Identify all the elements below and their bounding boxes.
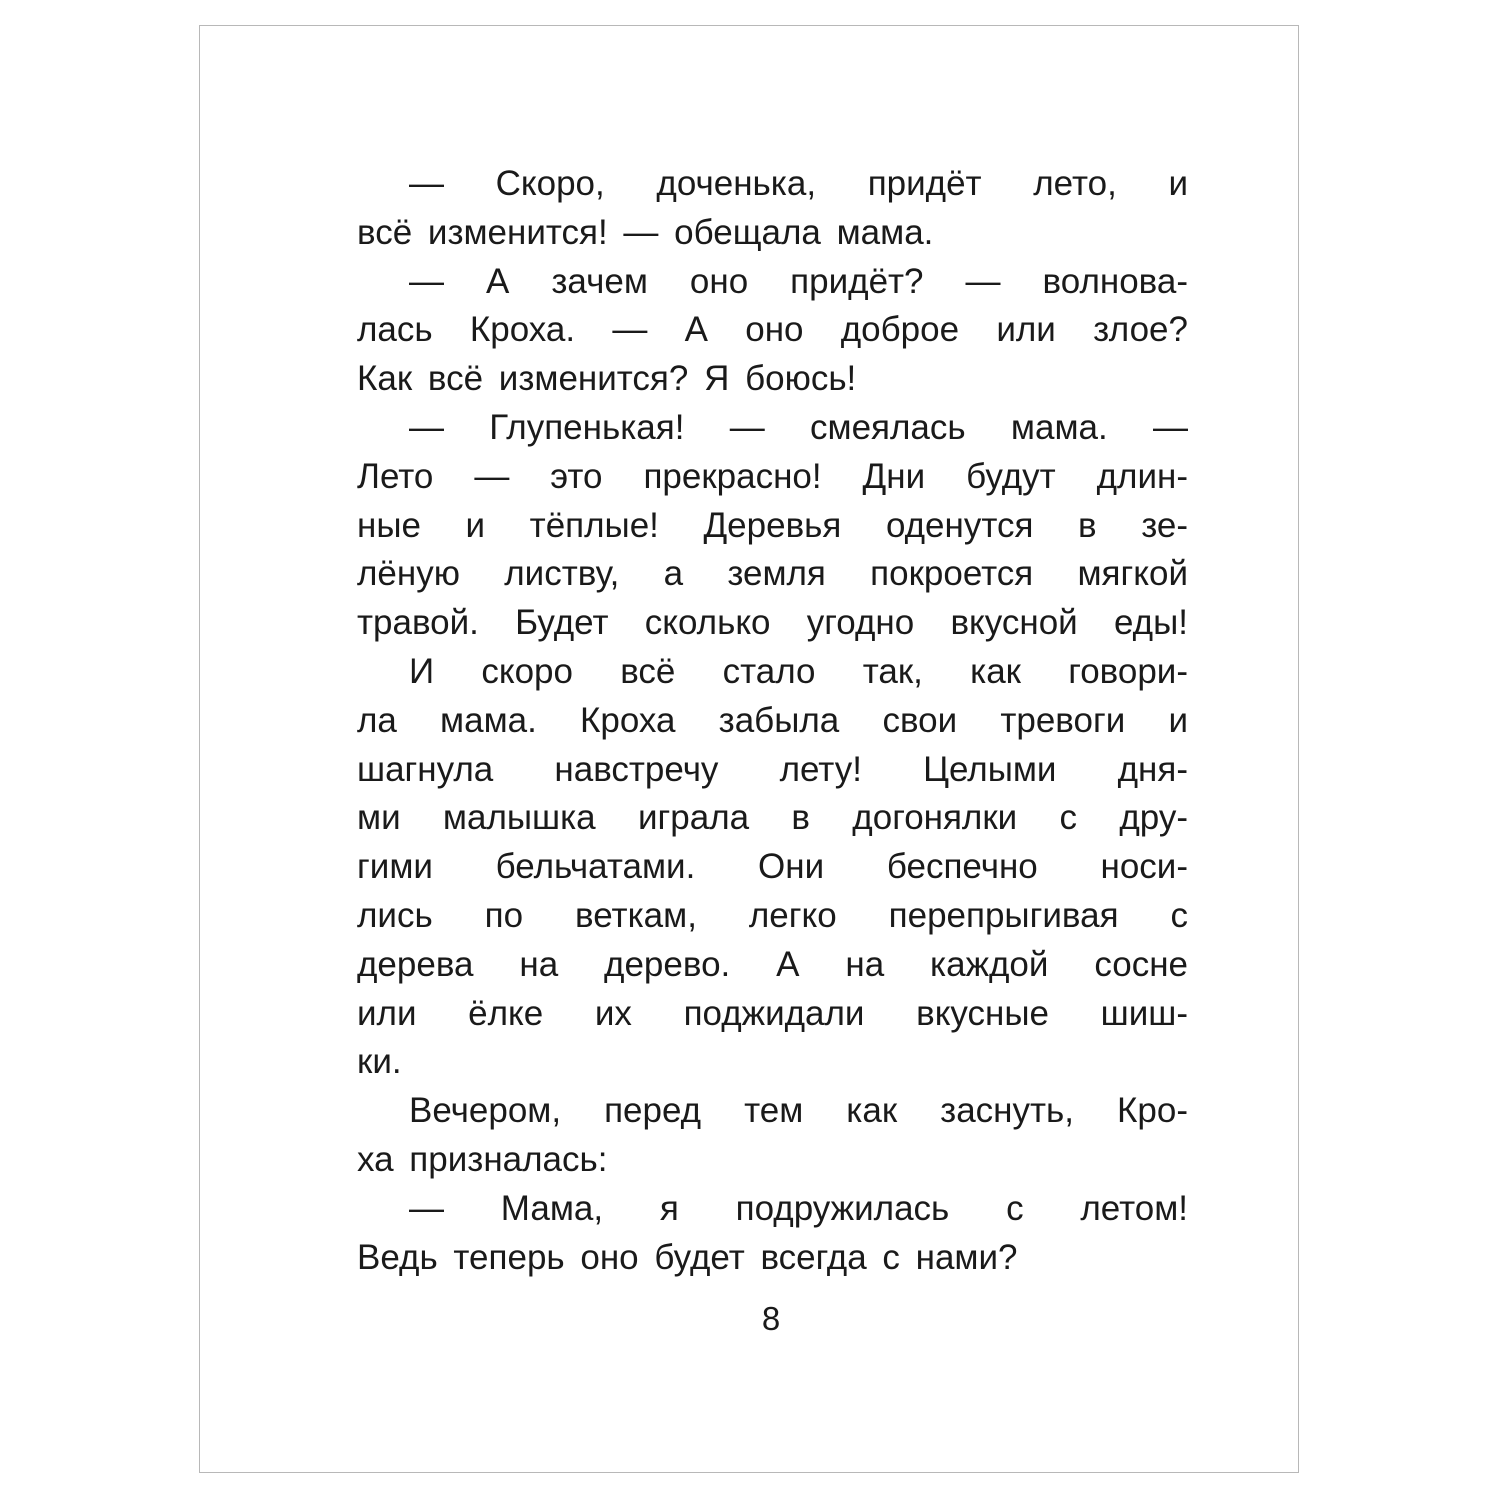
text-line: ха призналась:: [357, 1139, 608, 1179]
text-line: И скоро всё стало так, как говори-: [409, 651, 1188, 691]
text-line: или ёлке их поджидали вкусные шиш-: [357, 993, 1188, 1033]
text-line: дерева на дерево. А на каждой сосне: [357, 944, 1188, 984]
text-line: травой. Будет сколько угодно вкусной еды!: [357, 603, 1188, 643]
text-line: ки.: [357, 1042, 402, 1082]
text-line: Как всё изменится? Я боюсь!: [357, 359, 857, 399]
text-line: — Мама, я подружилась с летом!: [409, 1188, 1188, 1228]
text-line: — А зачем оно придёт? — волнова-: [409, 261, 1188, 301]
text-line: лась Кроха. — А оно доброе или злое?: [357, 310, 1188, 350]
text-line: ла мама. Кроха забыла свои тревоги и: [357, 700, 1188, 740]
text-line: шагнула навстречу лету! Целыми дня-: [357, 749, 1188, 789]
text-line: Ведь теперь оно будет всегда с нами?: [357, 1237, 1018, 1277]
page-number: 8: [761, 1300, 781, 1337]
text-line: ми малышка играла в догонялки с дру-: [357, 798, 1188, 838]
text-line: ные и тёплые! Деревья оденутся в зе-: [357, 505, 1188, 545]
text-line: всё изменится! — обещала мама.: [357, 212, 934, 252]
text-line: лись по веткам, легко перепрыгивая с: [357, 895, 1188, 935]
story-text: [357, 160, 1188, 1282]
text-line: Лето — это прекрасно! Дни будут длин-: [357, 456, 1188, 496]
text-line: — Скоро, доченька, придёт лето, и: [409, 164, 1188, 203]
text-line: лёную листву, а земля покроется мягкой: [357, 554, 1188, 594]
text-line: гими бельчатами. Они беспечно носи-: [357, 847, 1188, 887]
text-line: Вечером, перед тем как заснуть, Кро-: [409, 1091, 1188, 1131]
text-line: — Глупенькая! — смеялась мама. —: [409, 407, 1188, 447]
